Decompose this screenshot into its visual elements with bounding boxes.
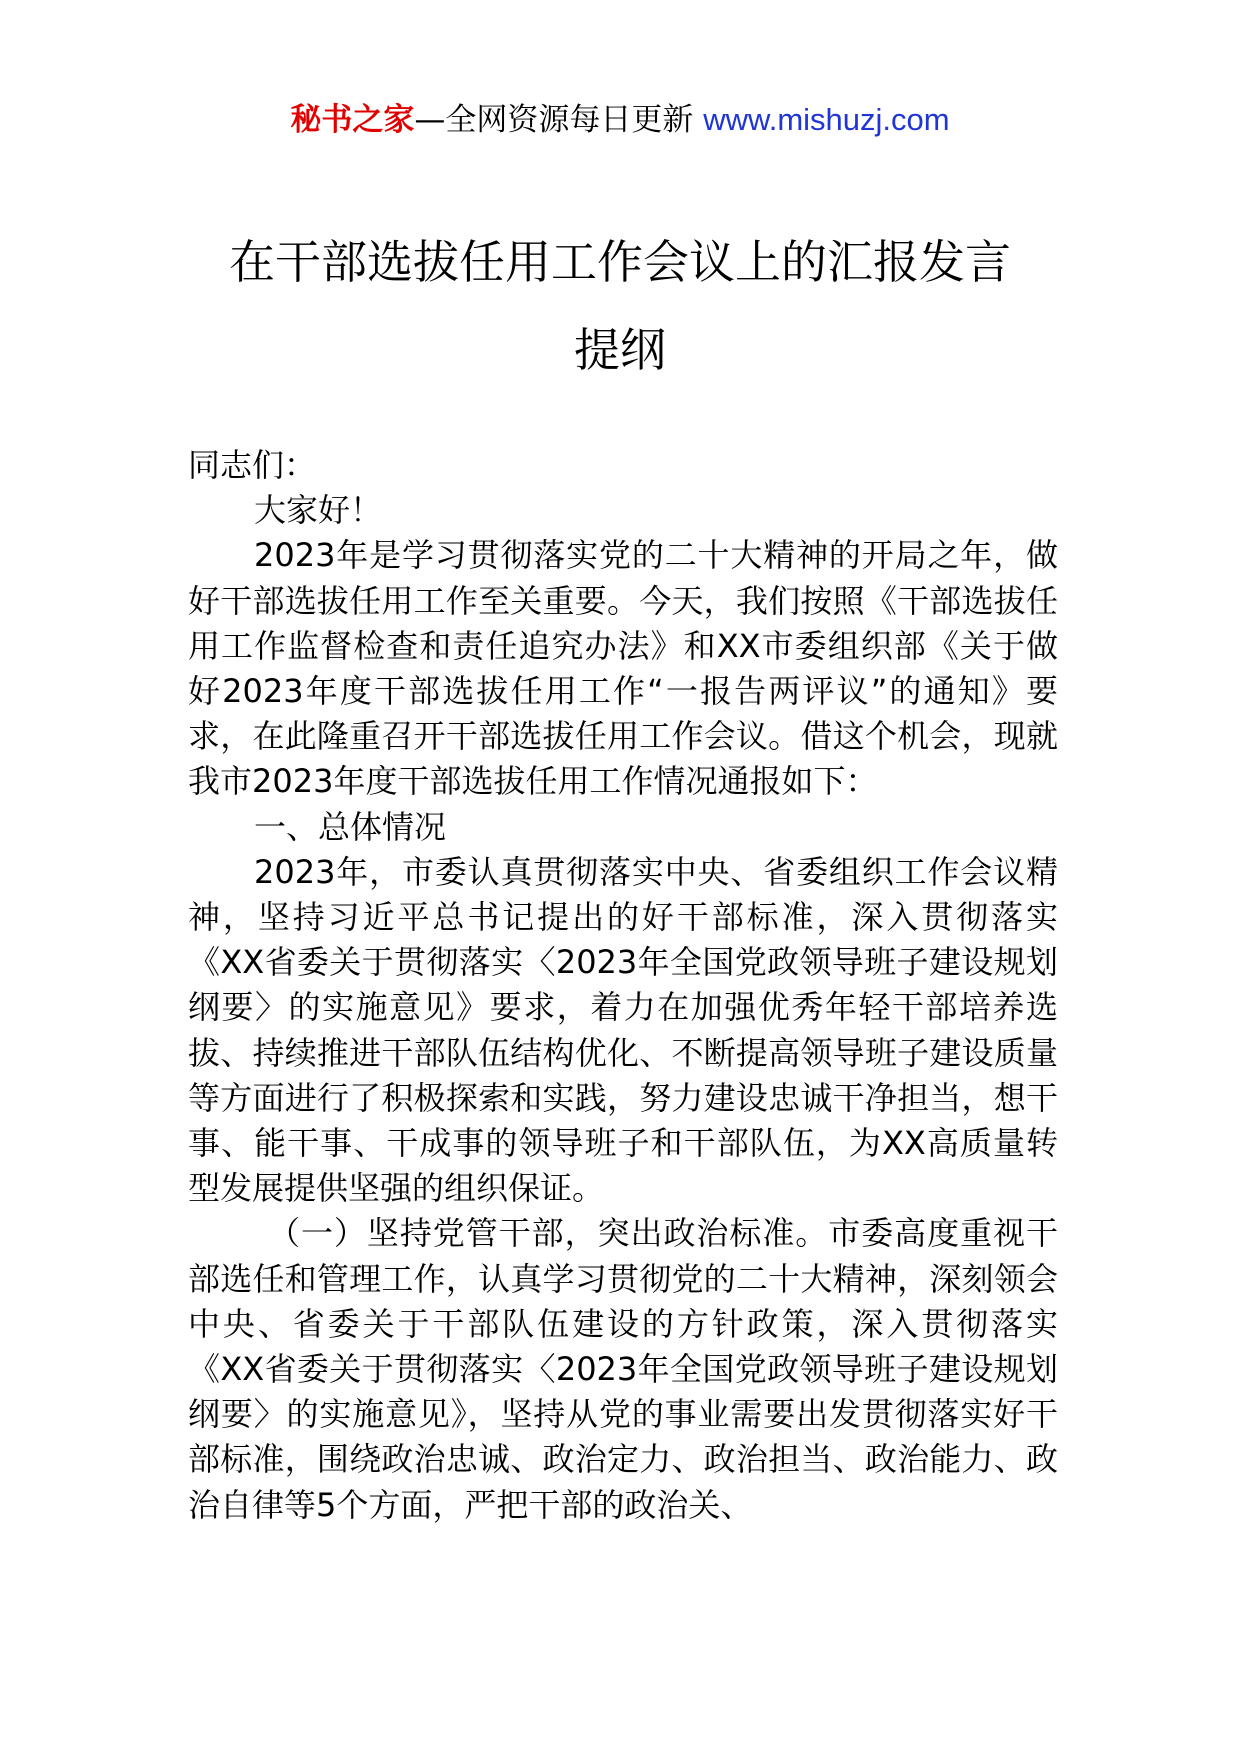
brand-slogan: —全网资源每日更新 bbox=[414, 102, 704, 138]
paragraph-overview: 2023年，市委认真贯彻落实中央、省委组织工作会议精神，坚持习近平总书记提出的好干部标准，深入贯彻落实《XX省委关于贯彻落实〈2023年全国党政领导班子建设规划纲要〉的实施意见》要求，着力在加强优秀年轻干部培养选拔、持续推进干部队伍结构优化、不断提高领导班子建设质量等方面进行了积极探索和实践，努力建设忠诚干净担当，想干事、能干事、干成事的领导班子和干部队伍，为XX高质量转型发展提供坚强的组织保证。 bbox=[188, 852, 1058, 1208]
document-body bbox=[188, 443, 1058, 1528]
paragraph-point-1: （一）坚持党管干部，突出政治标准。市委高度重视干部选任和管理工作，认真学习贯彻党的二十大精神，深刻领会中央、省委关于干部队伍建设的方针政策，深入贯彻落实《XX省委关于贯彻落实〈2023年全国党政领导班子建设规划纲要〉的实施意见》，坚持从党的事业需要出发贯彻落实好干部标准，围绕政治忠诚、政治定力、政治担当、政治能力、政治自律等5个方面，严把干部的政治关、 bbox=[188, 1214, 1058, 1524]
document-title-line-1: 在干部选拔任用工作会议上的汇报发言 bbox=[229, 235, 1011, 289]
paragraph-intro: 2023年是学习贯彻落实党的二十大精神的开局之年，做好干部选拔任用工作至关重要。今天，我们按照《干部选拔任用工作监督检查和责任追究办法》和XX市委组织部《关于做好2023年度干部选拔任用工作“一报告两评议”的通知》要求，在此隆重召开干部选拔任用工作会议。借这个机会，现就我市2023年度干部选拔任用工作情况通报如下： bbox=[188, 536, 1058, 801]
salutation: 同志们： bbox=[188, 446, 317, 484]
site-banner bbox=[0, 100, 1240, 140]
greeting: 大家好！ bbox=[254, 491, 383, 530]
site-url-link[interactable]: www.mishuzj.com bbox=[703, 102, 950, 137]
document-title-line-2: 提纲 bbox=[574, 323, 666, 377]
section-heading-overview: 一、总体情况 bbox=[254, 807, 447, 846]
brand-name: 秘书之家 bbox=[290, 102, 415, 138]
